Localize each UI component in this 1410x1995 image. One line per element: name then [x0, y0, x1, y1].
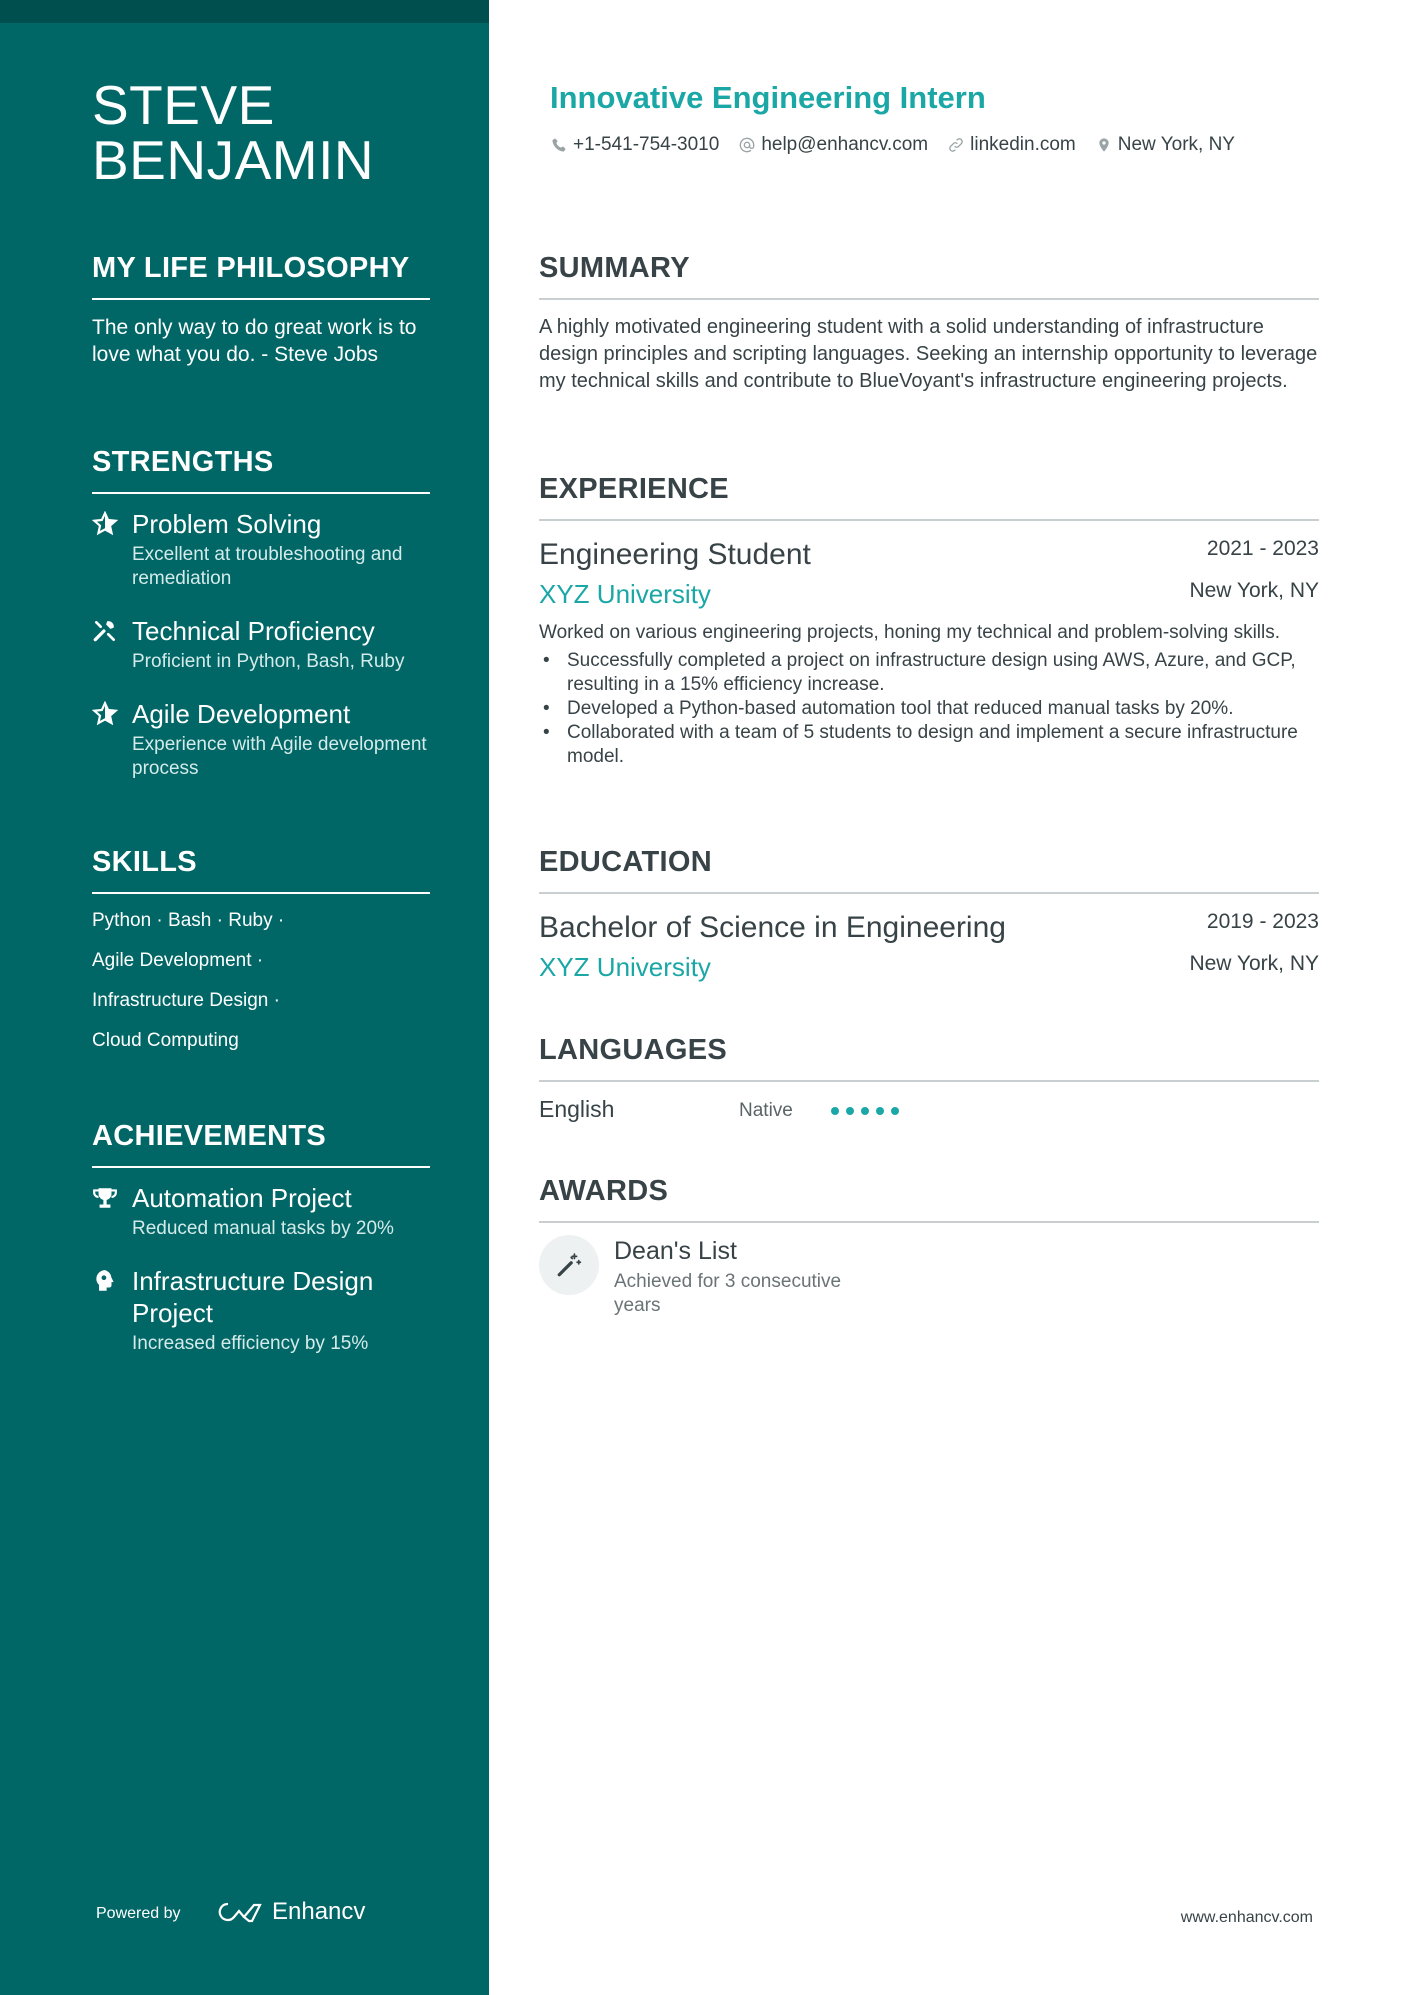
contact-location [1096, 134, 1235, 156]
strength-desc: Experience with Agile development process [132, 734, 427, 779]
skill-line: Python · Bash · Ruby · [92, 910, 285, 931]
name-last: BENJAMIN [92, 129, 375, 191]
rating-dot [846, 1107, 854, 1115]
main-content [489, 0, 1410, 1995]
education-location: New York, NY [1189, 952, 1319, 975]
linkedin-text: linkedin.com [970, 134, 1076, 155]
brain-icon [92, 1268, 118, 1294]
education-entry-sub [539, 948, 1319, 988]
trophy-icon [92, 1185, 118, 1211]
enhancv-logo-icon [216, 1901, 262, 1923]
sidebar [0, 0, 489, 1995]
email-text: help@enhancv.com [761, 134, 929, 155]
rating-dot [861, 1107, 869, 1115]
experience-description: Worked on various engineering projects, honing my technical and problem-solving skills. [539, 622, 1281, 643]
experience-dates: 2021 - 2023 [1206, 537, 1319, 560]
strength-title: Problem Solving [132, 509, 322, 539]
contact-linkedin[interactable] [948, 134, 1076, 156]
experience-entry-header [539, 535, 1319, 575]
candidate-name [92, 74, 452, 191]
summary-text: A highly motivated engineering student with a solid understanding of infrastructure design principles and scripting languages. Seeking an internship opportunity to leverage my technical skills and contribute to BlueVoyant's infrastructure engineering projects. [539, 316, 1318, 392]
award-title: Dean's List [614, 1237, 737, 1265]
experience-heading: EXPERIENCE [539, 473, 1319, 521]
language-row [539, 1092, 1319, 1132]
experience-bullet: • Collaborated with a team of 5 students to design and implement a secure infrastructure model. [539, 721, 1319, 769]
award-item [539, 1235, 1319, 1318]
experience-bullet: • Developed a Python-based automation tool that reduced manual tasks by 20%. [539, 697, 1319, 721]
philosophy-heading: MY LIFE PHILOSOPHY [92, 252, 430, 300]
education-section [539, 846, 1319, 988]
brand-name: Enhancv [272, 1898, 366, 1925]
experience-title: Engineering Student [539, 538, 811, 571]
language-rating [831, 1107, 899, 1115]
location-text: New York, NY [1117, 134, 1235, 155]
rating-dot [876, 1107, 884, 1115]
tools-icon [92, 618, 118, 644]
strength-title: Technical Proficiency [132, 616, 375, 646]
strength-title: Agile Development [132, 699, 351, 729]
job-title: Innovative Engineering Intern [550, 80, 986, 115]
star-icon [92, 511, 118, 537]
experience-bullets [539, 649, 1319, 769]
skills-section [92, 846, 430, 1068]
rating-dot [891, 1107, 899, 1115]
philosophy-quote: The only way to do great work is to love what you do. - Steve Jobs [92, 316, 417, 366]
philosophy-section [92, 252, 430, 368]
strengths-section [92, 446, 430, 781]
education-school: XYZ University [539, 952, 711, 982]
link-icon [948, 137, 964, 153]
awards-section [539, 1175, 1319, 1318]
achievement-desc: Increased efficiency by 15% [132, 1333, 369, 1354]
experience-bullet: • Successfully completed a project on infrastructure design using AWS, Azure, and GCP, resulting in a 15% efficiency increase. [539, 649, 1319, 697]
at-icon [739, 137, 755, 153]
strength-desc: Proficient in Python, Bash, Ruby [132, 651, 405, 672]
achievements-section [92, 1120, 430, 1356]
rating-dot [831, 1107, 839, 1115]
skill-line: Infrastructure Design · [92, 990, 280, 1011]
contact-bar [551, 134, 1235, 156]
achievement-item [92, 1265, 430, 1356]
strengths-heading: STRENGTHS [92, 446, 430, 494]
experience-entry-sub [539, 575, 1319, 615]
powered-by-label: Powered by [96, 1905, 181, 1922]
language-level: Native [739, 1100, 793, 1121]
award-icon-circle [539, 1235, 599, 1295]
achievement-desc: Reduced manual tasks by 20% [132, 1218, 394, 1239]
summary-heading: SUMMARY [539, 252, 1319, 300]
languages-section [539, 1034, 1319, 1132]
experience-org: XYZ University [539, 579, 711, 609]
footer-site-url[interactable]: www.enhancv.com [1180, 1909, 1313, 1926]
name-first: STEVE [92, 74, 275, 136]
sidebar-top-bar [0, 0, 489, 23]
strength-item [92, 615, 430, 674]
language-name: English [539, 1096, 615, 1122]
location-pin-icon [1096, 137, 1112, 153]
experience-section [539, 473, 1319, 769]
magic-wand-icon [556, 1252, 582, 1278]
achievement-title: Automation Project [132, 1183, 352, 1213]
education-degree: Bachelor of Science in Engineering [539, 911, 1006, 944]
enhancv-logo[interactable] [216, 1898, 365, 1926]
languages-heading: LANGUAGES [539, 1034, 1319, 1082]
skill-line: Agile Development · [92, 950, 264, 971]
education-dates: 2019 - 2023 [1206, 910, 1319, 933]
skills-heading: SKILLS [92, 846, 430, 894]
education-heading: EDUCATION [539, 846, 1319, 894]
achievement-title: Infrastructure Design Project [132, 1266, 374, 1328]
summary-section [539, 252, 1319, 395]
star-icon [92, 701, 118, 727]
award-desc: Achieved for 3 consecutive years [614, 1271, 842, 1316]
contact-phone[interactable] [551, 134, 719, 156]
skills-list [92, 908, 430, 1068]
strength-item [92, 508, 430, 591]
phone-icon [551, 137, 567, 153]
experience-location: New York, NY [1189, 579, 1319, 602]
strength-item [92, 698, 430, 781]
achievements-heading: ACHIEVEMENTS [92, 1120, 430, 1168]
education-entry-header [539, 908, 1319, 948]
awards-heading: AWARDS [539, 1175, 1319, 1223]
contact-email[interactable] [739, 134, 928, 156]
skill-line: Cloud Computing [92, 1030, 239, 1051]
strength-desc: Excellent at troubleshooting and remediation [132, 544, 403, 589]
phone-text: +1-541-754-3010 [573, 134, 720, 155]
achievement-item [92, 1182, 430, 1241]
